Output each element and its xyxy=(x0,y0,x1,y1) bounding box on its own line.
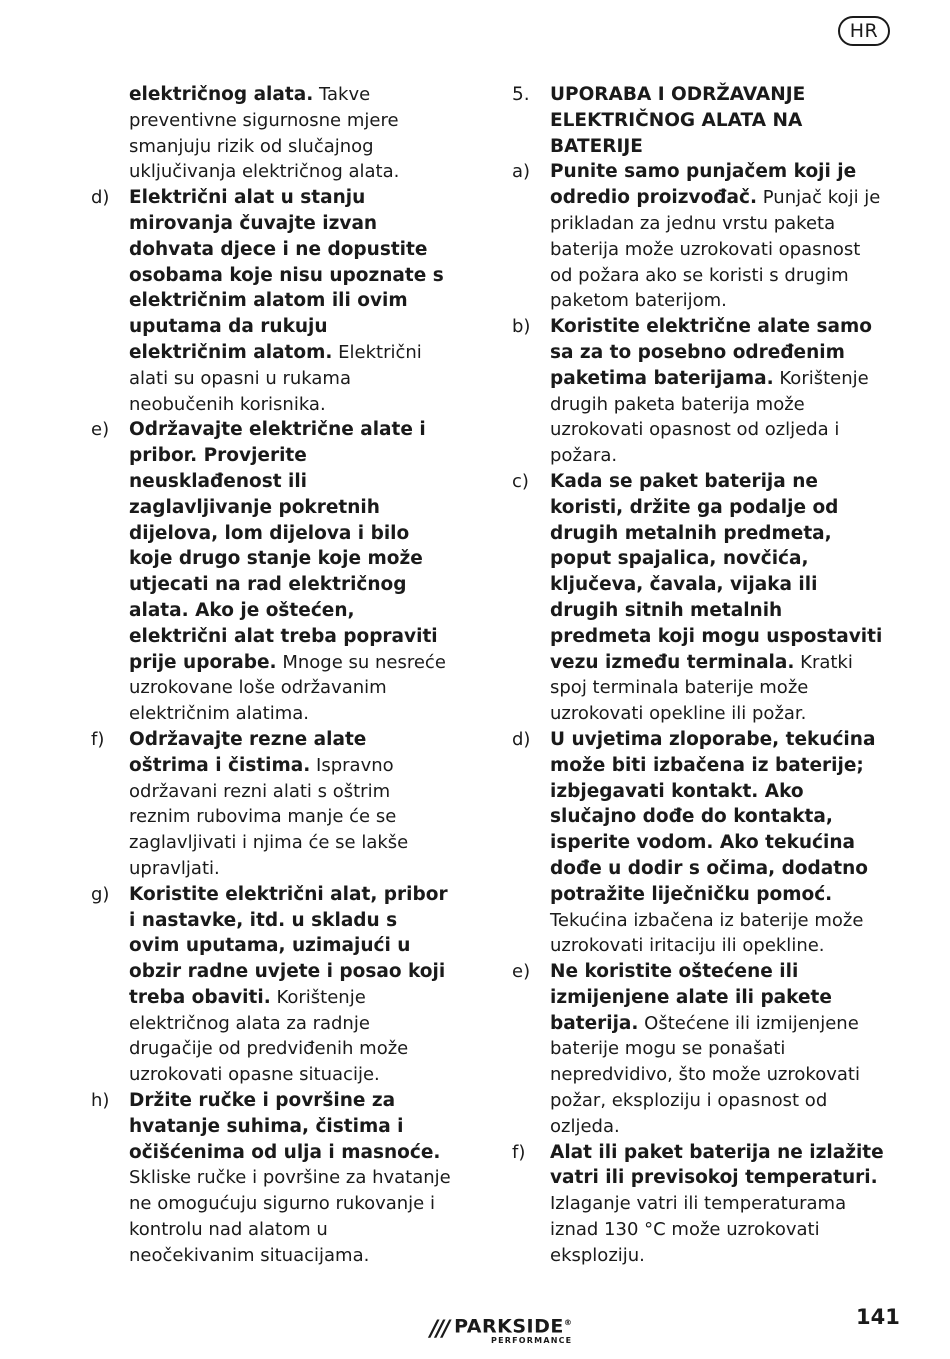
section-heading xyxy=(512,82,884,159)
item-bold-text: Održavajte rezne alate oštrima i čistima. xyxy=(129,728,367,776)
item-bold-text: Držite ručke i površine za hvatanje suhima, čistima i očišćenima od ulja i masnoće. xyxy=(129,1090,441,1163)
item-label: a) xyxy=(512,161,531,183)
list-item xyxy=(91,82,451,185)
item-bold-text: Kada se paket baterija ne koristi, držite ga podalje od drugih metalnih predmeta, poput spajalica, novčića, ključeva, čavala, vijaka ili drugih sitnih metalnih predmeta koji mogu uspostaviti vezu između terminala. xyxy=(550,470,883,673)
item-text: Mnoge su nesreće uzrokovane loše održavanim električnim alatima. xyxy=(129,651,446,725)
language-badge: HR xyxy=(838,16,890,46)
brand-block xyxy=(454,1313,572,1345)
item-label: g) xyxy=(91,883,110,905)
item-bold-text: Punite samo punjačem koji je odredio proizvođač. xyxy=(550,161,857,209)
parkside-logo xyxy=(430,1313,572,1345)
left-column xyxy=(91,82,451,1269)
item-label: d) xyxy=(512,728,531,750)
item-text: Izlaganje vatri ili temperaturama iznad 130 °C može uzrokovati eksploziju. xyxy=(550,1193,847,1266)
brand-name-text: PARKSIDE xyxy=(454,1315,564,1338)
logo-slashes: /// xyxy=(430,1316,449,1342)
brand-name xyxy=(454,1313,572,1336)
brand-subtitle: PERFORMANCE xyxy=(491,1336,573,1346)
list-item xyxy=(512,1140,884,1269)
page-number: 141 xyxy=(856,1305,900,1329)
list-item xyxy=(91,882,451,1088)
section-title: UPORABA I ODRŽAVANJE ELEKTRIČNOG ALATA NA BATERIJE xyxy=(550,84,806,157)
item-text: Kratki spoj terminala baterije može uzrokovati opekline ili požar. xyxy=(550,651,853,725)
item-bold-text: Koristite električni alat, pribor i nastavke, itd. u skladu s ovim uputama, uzimajući u obzir radne uvjete i posao koji treba obaviti. xyxy=(129,883,448,1008)
item-label: b) xyxy=(512,316,531,338)
item-text: Električni alati su opasni u rukama neobučenih korisnika. xyxy=(129,341,422,415)
item-bold-text: Koristite električne alate samo sa za to posebno određenim paketima baterijama. xyxy=(550,316,873,389)
item-label: e) xyxy=(512,961,531,983)
item-label: h) xyxy=(91,1090,110,1112)
item-text: Skliske ručke i površine za hvatanje ne omogućuju sigurno rukovanje i kontrolu nad alatom u neočekivanim situacijama. xyxy=(129,1167,451,1266)
list-item xyxy=(512,959,884,1140)
item-text: Takve preventivne sigurnosne mjere smanjuju rizik od slučajnog uključivanja električnog alata. xyxy=(129,84,400,183)
item-label: e) xyxy=(91,419,110,441)
list-item xyxy=(512,727,884,959)
list-item xyxy=(91,727,451,882)
item-text: Tekućina izbačena iz baterije može uzrokovati iritaciju ili opekline. xyxy=(550,909,864,957)
list-item xyxy=(91,1088,451,1269)
item-text: Punjač koji je prikladan za jednu vrstu paketa baterija može uzrokovati opasnost od požara ako se koristi s drugim paketom baterijom. xyxy=(550,187,881,312)
item-text: Oštećene ili izmijenjene baterije mogu se ponašati nepredvidivo, što može uzrokovati požar, eksploziju i opasnost od ozljeda. xyxy=(550,1012,860,1137)
item-bold-text: Ne koristite oštećene ili izmijenjene alate ili pakete baterija. xyxy=(550,961,832,1034)
right-column xyxy=(512,82,884,1269)
item-bold-text: električnog alata. xyxy=(129,84,314,105)
list-item xyxy=(91,185,451,417)
registered-mark: ® xyxy=(563,1318,573,1327)
item-label: d) xyxy=(91,187,110,209)
item-bold-text: Održavajte električne alate i pribor. Provjerite neusklađenost ili zaglavljivanje pokretnih dijelova, lom dijelova i bilo koje drugo stanje koje može utjecati na rad električnog alata. Ako je oštećen, električni alat treba popraviti prije uporabe. xyxy=(129,419,438,673)
item-text: Korištenje električnog alata za radnje drugačije od predviđenih može uzrokovati opasne situacije. xyxy=(129,986,409,1086)
list-item xyxy=(512,469,884,727)
item-label: c) xyxy=(512,470,529,492)
list-item xyxy=(512,159,884,314)
list-item xyxy=(91,417,451,727)
item-text: Korištenje drugih paketa baterija može uzrokovati opasnost od ozljeda i požara. xyxy=(550,367,869,467)
item-bold-text: U uvjetima zloporabe, tekućina može biti izbačena iz baterije; izbjegavati kontakt. Ako slučajno dođe do kontakta, isperite vodom. Ako tekućina dođe u dodir s očima, dodatno potražite liječničku pomoć. xyxy=(550,728,876,905)
section-number: 5. xyxy=(512,84,530,105)
list-item xyxy=(512,314,884,469)
item-label: f) xyxy=(512,1141,526,1163)
item-text: Ispravno održavani rezni alati s oštrim reznim rubovima manje će se zaglavljivati i njima će se lakše upravljati. xyxy=(129,754,409,879)
item-bold-text: Alat ili paket baterija ne izlažite vatri ili previsokoj temperaturi. xyxy=(550,1141,884,1189)
item-bold-text: Električni alat u stanju mirovanja čuvajte izvan dohvata djece i ne dopustite osobama koje nisu upoznate s električnim alatom ili ovim uputama da rukuju električnim alatom. xyxy=(129,187,444,363)
item-label: f) xyxy=(91,728,105,750)
